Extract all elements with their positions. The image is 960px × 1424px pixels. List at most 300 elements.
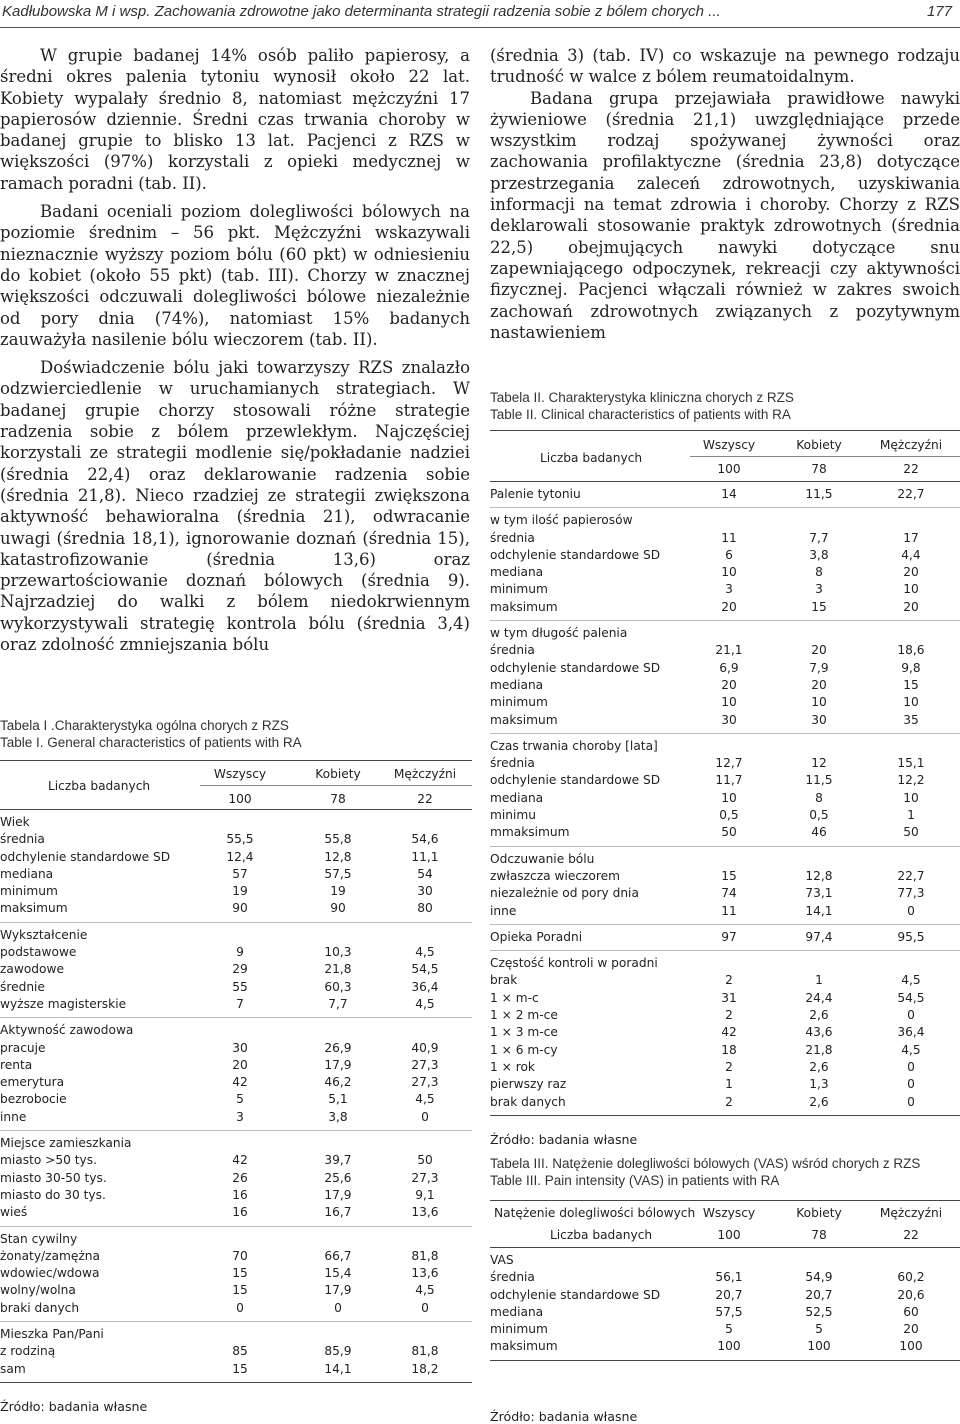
cell-value: 7,7 — [328, 996, 348, 1011]
page-number: 177 — [926, 3, 952, 20]
cell-value: 0 — [907, 1008, 915, 1023]
row-label: minimum — [0, 884, 58, 899]
cell-value: 55,8 — [324, 832, 352, 847]
row-label: odchylenie standardowe SD — [0, 849, 171, 864]
cell-value: 42 — [232, 1153, 248, 1168]
table3-caption — [490, 1155, 920, 1189]
cell-value: 0 — [907, 1077, 915, 1092]
header-row-label: Liczba badanych — [48, 779, 151, 793]
row-label: mediana — [490, 565, 544, 580]
table3-caption-en: Table III. Pain intensity (VAS) in patients with RA — [490, 1173, 780, 1188]
table-bottom-rule — [0, 1382, 472, 1383]
table-row — [490, 868, 960, 885]
cell-value: 3,8 — [809, 547, 829, 562]
table-row — [490, 990, 960, 1007]
table-row — [0, 1300, 472, 1317]
table-row — [0, 944, 472, 961]
row-label: średnia — [490, 530, 535, 545]
cell-value: 0 — [421, 1300, 429, 1315]
cell-value: 0 — [907, 903, 915, 918]
table-row — [0, 927, 472, 944]
paragraph: Badani oceniali poziom dolegliwości bólowych na poziomie średnim – 56 pkt. Mężczyźni wskazywali nieznacznie wyższy poziom bólu (60 pkt) w odniesieniu do kobiet (około 55 pkt) (tab. III). Chorzy w znacznej większości odczuwali dolegliwości bólowe niezależnie od pory dnia (74%), natomiast 15% badanych zauważyła nasilenie bólu wieczorem (tab. II). — [0, 202, 470, 349]
table-row — [0, 979, 472, 996]
table-row — [0, 1074, 472, 1091]
cell-value: 17,9 — [324, 1057, 352, 1072]
cell-value: 90 — [330, 901, 346, 916]
cell-value: 12,8 — [805, 868, 833, 883]
row-label: Wiek — [0, 815, 30, 829]
table-bottom-rule — [490, 1115, 960, 1116]
cell-value: 43,6 — [805, 1025, 833, 1040]
table-row — [0, 1152, 472, 1169]
paragraph: Doświadczenie bólu jaki towarzyszy RZS znalazło odzwierciedlenie w uruchamianych strategiach. W badanej grupie chorzy stosowali różne strategie radzenia sobie z bólem przewlekłym. Najczęściej korzystali ze strategii modlenie się/pokładanie nadziei (średnia 22,4) oraz deklarowanie radzenia sobie (średnia 21,8). Nieco rzadziej ze strategii zwiększona aktywność behawioralna (średnia 21), odwracanie uwagi (średnia 18,1), ignorowanie doznań (średnia 15), katastrofizowanie (średnia 13,6) oraz przewartościowanie doznań bólowych (średnia 9). Najrzadziej do walki z bólem niedokrwiennym wykorzystywali strategię kontrola bólu (średnia 3,4) oraz zdolność zmniejszania bólu — [0, 358, 470, 655]
cell-value: 26 — [232, 1170, 248, 1185]
table-row — [490, 755, 960, 772]
cell-value: 17,9 — [324, 1283, 352, 1298]
cell-value: 10 — [721, 695, 737, 710]
row-label: podstawowe — [0, 945, 77, 960]
cell-value: 16,7 — [324, 1205, 352, 1220]
cell-value: 19 — [232, 884, 248, 899]
cell-value: 5 — [725, 1322, 733, 1337]
cell-value: 80 — [417, 901, 433, 916]
cell-value: 15 — [232, 1266, 248, 1281]
table-row — [0, 996, 472, 1013]
cell-value: 73,1 — [805, 886, 833, 901]
row-label: VAS — [490, 1253, 514, 1267]
cell-value: 100 — [807, 1339, 831, 1354]
cell-value: 18,2 — [411, 1361, 439, 1376]
cell-value: 2 — [725, 1094, 733, 1109]
table-source: Źródło: badania własne — [490, 1408, 638, 1424]
cell-value: 54,6 — [411, 832, 439, 847]
table-row — [0, 883, 472, 900]
running-header — [0, 0, 960, 24]
cell-value: 10,3 — [324, 945, 352, 960]
cell-value: 81,8 — [411, 1344, 439, 1359]
cell-value: 9,8 — [901, 660, 921, 675]
cell-value: 30 — [811, 712, 827, 727]
column-header: Kobiety — [796, 1206, 842, 1220]
right-text-column — [490, 45, 960, 343]
row-label: pierwszy raz — [490, 1077, 567, 1092]
cell-value: 57,5 — [324, 866, 352, 881]
row-group — [490, 1248, 960, 1356]
table-row — [490, 1304, 960, 1321]
cell-value: 26,9 — [324, 1040, 352, 1055]
row-label: minimum — [490, 1322, 548, 1337]
cell-value: 17 — [903, 530, 919, 545]
cell-value: 81,8 — [411, 1248, 439, 1263]
cell-value: 20 — [903, 1322, 919, 1337]
cell-value: 36,4 — [411, 979, 439, 994]
table-row — [490, 712, 960, 729]
row-label: minimum — [490, 582, 548, 597]
cell-value: 57 — [232, 866, 248, 881]
cell-value: 30 — [721, 712, 737, 727]
cell-value: 31 — [721, 990, 737, 1005]
table-row — [0, 1135, 472, 1152]
table-row — [0, 1170, 472, 1187]
cell-value: 39,7 — [324, 1153, 352, 1168]
row-label: średnie — [0, 979, 45, 994]
row-label: zawodowe — [0, 962, 64, 977]
row-label: wyższe magisterskie — [0, 996, 127, 1011]
cell-value: 50 — [721, 825, 737, 840]
cell-value: 90 — [232, 901, 248, 916]
cell-value: 74 — [721, 886, 737, 901]
table-source: Źródło: badania własne — [490, 1131, 638, 1147]
cell-value: 42 — [232, 1075, 248, 1090]
table-row — [490, 903, 960, 920]
table-row — [490, 772, 960, 789]
row-label: renta — [0, 1057, 33, 1072]
cell-value: 19 — [330, 884, 346, 899]
row-label: maksimum — [490, 599, 558, 614]
cell-value: 57,5 — [715, 1304, 743, 1319]
table-row — [490, 547, 960, 564]
cell-value: 7 — [236, 996, 244, 1011]
cell-value: 7,9 — [809, 660, 829, 675]
row-label: Miejsce zamieszkania — [0, 1136, 132, 1151]
table-row — [490, 1321, 960, 1338]
row-label: żonaty/zamężna — [0, 1248, 100, 1263]
row-label: odchylenie standardowe SD — [490, 547, 661, 562]
column-header: Wszyscy — [702, 438, 756, 452]
row-label: w tym długość palenia — [490, 626, 628, 641]
row-label: maksimum — [490, 1339, 558, 1354]
table-row — [490, 824, 960, 841]
running-header-citation: Kadłubowska M i wsp. Zachowania zdrowotne jako determinanta strategii radzenia sobie z bólem chorych ... — [2, 3, 721, 20]
row-group — [0, 1226, 472, 1317]
table-header — [0, 760, 472, 810]
row-label: Palenie tytoniu — [490, 487, 581, 501]
cell-value: 100 — [899, 1339, 923, 1354]
cell-value: 11 — [721, 903, 737, 918]
table-row — [490, 972, 960, 989]
table1-caption-pl: Tabela I .Charakterystyka ogólna chorych z RZS — [0, 718, 289, 733]
cell-value: 11,5 — [805, 773, 833, 788]
table-row — [0, 1248, 472, 1265]
cell-value: 54,9 — [805, 1270, 833, 1285]
cell-value: 46,2 — [324, 1075, 352, 1090]
cell-value: 8 — [815, 565, 823, 580]
cell-value: 0 — [334, 1300, 342, 1315]
row-group — [0, 1321, 472, 1378]
table-row — [0, 1343, 472, 1360]
cell-value: 2,6 — [809, 1059, 829, 1074]
column-header: Mężczyźni — [393, 767, 457, 781]
row-label: minimu — [490, 808, 536, 823]
table-row — [0, 1326, 472, 1343]
cell-value: 50 — [903, 825, 919, 840]
cell-value: 7,7 — [809, 530, 829, 545]
row-label: maksimum — [490, 712, 558, 727]
cell-value: 20 — [232, 1057, 248, 1072]
cell-value: 20 — [721, 599, 737, 614]
cell-value: 15 — [811, 599, 827, 614]
table-row — [490, 694, 960, 711]
cell-value: 11,7 — [715, 773, 743, 788]
cell-value: 11 — [721, 530, 737, 545]
header-divider — [200, 785, 472, 786]
row-label: miasto >50 tys. — [0, 1153, 97, 1168]
cell-value: 10 — [811, 695, 827, 710]
table-row — [490, 1338, 960, 1355]
row-label: Stan cywilny — [0, 1231, 78, 1246]
row-label: Aktywność zawodowa — [0, 1023, 134, 1038]
cell-value: 21,8 — [805, 1042, 833, 1057]
left-text-column — [0, 45, 470, 655]
row-label: braki danych — [0, 1300, 80, 1315]
cell-value: 20 — [903, 599, 919, 614]
column-header: Kobiety — [796, 438, 842, 452]
cell-value: 55,5 — [226, 832, 254, 847]
cell-value: 15,4 — [324, 1266, 352, 1281]
table-row — [490, 807, 960, 824]
cell-value: 0 — [236, 1300, 244, 1315]
header-row-label: Natężenie dolegliwości bólowych — [494, 1206, 696, 1220]
row-label: sam — [0, 1361, 26, 1376]
cell-value: 10 — [903, 582, 919, 597]
row-label: mediana — [490, 677, 544, 692]
cell-value: 85,9 — [324, 1344, 352, 1359]
cell-value: 3 — [236, 1109, 244, 1124]
cell-value: 12,2 — [897, 773, 925, 788]
cell-value: 1,3 — [809, 1077, 829, 1092]
table-row — [490, 1076, 960, 1093]
table-row — [490, 929, 960, 946]
table-row — [0, 961, 472, 978]
cell-value: 6,9 — [719, 660, 739, 675]
table-row — [490, 486, 960, 503]
table2 — [490, 430, 960, 1147]
row-label: inne — [490, 903, 517, 918]
table-row — [0, 1091, 472, 1108]
cell-value: 2 — [725, 1008, 733, 1023]
column-header: Mężczyźni — [879, 1206, 943, 1220]
cell-value: 0 — [421, 1109, 429, 1124]
row-label: mediana — [490, 1304, 544, 1319]
row-group — [490, 482, 960, 503]
cell-value: 22,7 — [897, 868, 925, 883]
table-row — [0, 1265, 472, 1282]
column-count: 22 — [903, 1228, 919, 1242]
table-row — [490, 851, 960, 868]
cell-value: 5 — [236, 1092, 244, 1107]
cell-value: 14,1 — [324, 1361, 352, 1376]
row-label: pracuje — [0, 1040, 46, 1055]
row-label: wdowiec/wdowa — [0, 1266, 100, 1281]
table-row — [490, 1094, 960, 1111]
table-row — [0, 1187, 472, 1204]
row-group — [490, 507, 960, 616]
cell-value: 4,5 — [901, 973, 921, 988]
table-row — [0, 1109, 472, 1126]
cell-value: 27,3 — [411, 1170, 439, 1185]
row-label: odchylenie standardowe SD — [490, 773, 661, 788]
cell-value: 54,5 — [897, 990, 925, 1005]
cell-value: 60 — [903, 1304, 919, 1319]
table-row — [0, 1282, 472, 1299]
column-count: 100 — [228, 792, 252, 806]
cell-value: 36,4 — [897, 1025, 925, 1040]
cell-value: 42 — [721, 1025, 737, 1040]
cell-value: 13,6 — [411, 1205, 439, 1220]
table-row — [490, 660, 960, 677]
cell-value: 55 — [232, 979, 248, 994]
cell-value: 2,6 — [809, 1008, 829, 1023]
table-row — [490, 512, 960, 529]
table-row — [0, 1022, 472, 1039]
row-label: mediana — [490, 790, 544, 805]
cell-value: 2 — [725, 1059, 733, 1074]
cell-value: 27,3 — [411, 1075, 439, 1090]
table2-caption-en: Table II. Clinical characteristics of patients with RA — [490, 407, 791, 422]
row-label: bezrobocie — [0, 1092, 67, 1107]
cell-value: 54,5 — [411, 962, 439, 977]
table2-caption-pl: Tabela II. Charakterystyka kliniczna chorych z RZS — [490, 390, 794, 405]
cell-value: 95,5 — [897, 929, 925, 944]
cell-value: 11,1 — [411, 849, 439, 864]
cell-value: 22,7 — [897, 487, 925, 501]
row-label: emerytura — [0, 1075, 65, 1090]
cell-value: 0,5 — [719, 808, 739, 823]
table-row — [0, 1057, 472, 1074]
cell-value: 9,1 — [415, 1187, 435, 1202]
cell-value: 70 — [232, 1248, 248, 1263]
row-group — [0, 810, 472, 918]
row-label: średnia — [490, 756, 535, 771]
cell-value: 15 — [232, 1361, 248, 1376]
cell-value: 15 — [721, 868, 737, 883]
row-label: 1 × 2 m-ce — [490, 1008, 558, 1023]
row-label: mediana — [0, 866, 54, 881]
cell-value: 8 — [815, 790, 823, 805]
cell-value: 14 — [721, 487, 737, 501]
cell-value: 5,1 — [328, 1092, 348, 1107]
row-label: 1 × 6 m-cy — [490, 1042, 558, 1057]
column-header: Kobiety — [315, 767, 361, 781]
table-source: Źródło: badania własne — [0, 1398, 148, 1414]
table-row — [490, 1252, 960, 1269]
table-row — [0, 1204, 472, 1221]
column-header: Mężczyźni — [879, 438, 943, 452]
row-label: odchylenie standardowe SD — [490, 660, 661, 675]
cell-value: 9 — [236, 945, 244, 960]
cell-value: 12,4 — [226, 849, 254, 864]
cell-value: 85 — [232, 1344, 248, 1359]
cell-value: 4,5 — [415, 1283, 435, 1298]
table-row — [0, 1040, 472, 1057]
cell-value: 66,7 — [324, 1248, 352, 1263]
table-row — [490, 642, 960, 659]
table-row — [490, 1287, 960, 1304]
table-header — [490, 430, 960, 482]
row-group — [490, 846, 960, 920]
row-group — [490, 950, 960, 1111]
cell-value: 20 — [811, 677, 827, 692]
table-row — [490, 599, 960, 616]
header-divider — [690, 456, 960, 457]
table2-caption — [490, 389, 794, 423]
table-row — [490, 1269, 960, 1286]
cell-value: 4,5 — [901, 1042, 921, 1057]
cell-value: 97 — [721, 929, 737, 944]
cell-value: 2 — [725, 973, 733, 988]
cell-value: 18,6 — [897, 643, 925, 658]
table1-caption-en: Table I. General characteristics of patients with RA — [0, 735, 302, 750]
row-label: Częstość kontroli w poradni — [490, 956, 658, 971]
cell-value: 16 — [232, 1187, 248, 1202]
table-row — [490, 530, 960, 547]
cell-value: 46 — [811, 825, 827, 840]
cell-value: 3 — [815, 582, 823, 597]
table-row — [0, 831, 472, 848]
cell-value: 25,6 — [324, 1170, 352, 1185]
row-group — [490, 924, 960, 946]
row-label: w tym ilość papierosów — [490, 513, 633, 528]
table-bottom-rule — [490, 1360, 960, 1361]
table3 — [490, 1200, 960, 1424]
row-label: średnia — [490, 643, 535, 658]
cell-value: 0 — [907, 1094, 915, 1109]
column-count: 100 — [717, 462, 741, 476]
row-group — [0, 922, 472, 1013]
table-row — [0, 866, 472, 883]
cell-value: 20,7 — [715, 1287, 743, 1302]
paragraph: Badana grupa przejawiała prawidłowe nawyki żywieniowe (średnia 21,1) uwzględniające przede wszystkim rodzaj spożywanej żywności oraz zachowania profilaktyczne (średnia 23,8) dotyczące przestrzegania zaleceń zdrowotnych, uzyskiwania informacji na temat zdrowia i choroby. Chorzy z RZS deklarowali stosowanie praktyk zdrowotnych (średnia 22,5) obejmujących nawyki dotyczące snu zapewniającego odpoczynek, rekreacji czy aktywności fizycznej. Pacjenci włączali również w zakres swoich zachowań zdrowotnych związanych z pozytywnym nastawieniem — [490, 88, 960, 342]
row-label: 1 × m-c — [490, 990, 539, 1005]
cell-value: 21,8 — [324, 962, 352, 977]
cell-value: 40,9 — [411, 1040, 439, 1055]
row-label: Odczuwanie bólu — [490, 851, 595, 866]
cell-value: 30 — [232, 1040, 248, 1055]
table-header — [490, 1200, 960, 1248]
paragraph: W grupie badanej 14% osób paliło papierosy, a średni okres palenia tytoniu wynosił około 22 lat. Kobiety wypalały średnio 8, natomiast mężczyźni 17 papierosów dziennie. Średni czas trwania choroby w badanej grupie to blisko 13 lat. Pacjenci z RZS w większości (97%) korzystali z opieki medycznej w ramach poradni (tab. II). — [0, 46, 470, 193]
column-header: Wszyscy — [213, 767, 267, 781]
cell-value: 4,4 — [901, 547, 921, 562]
row-label: zwłaszcza wieczorem — [490, 868, 621, 883]
cell-value: 1 — [815, 973, 823, 988]
cell-value: 15 — [232, 1283, 248, 1298]
cell-value: 24,4 — [805, 990, 833, 1005]
row-group — [0, 1130, 472, 1221]
cell-value: 15 — [903, 677, 919, 692]
table1-caption — [0, 717, 302, 751]
header-row-label: Liczba badanych — [550, 1228, 653, 1242]
cell-value: 18 — [721, 1042, 737, 1057]
cell-value: 60,3 — [324, 979, 352, 994]
table-row — [490, 790, 960, 807]
cell-value: 4,5 — [415, 1092, 435, 1107]
cell-value: 2,6 — [809, 1094, 829, 1109]
row-label: z rodziną — [0, 1344, 56, 1359]
cell-value: 60,2 — [897, 1270, 925, 1285]
column-count: 78 — [330, 792, 346, 806]
cell-value: 0,5 — [809, 808, 829, 823]
cell-value: 4,5 — [415, 996, 435, 1011]
cell-value: 12,7 — [715, 756, 743, 771]
row-label: odchylenie standardowe SD — [490, 1287, 661, 1302]
table3-caption-pl: Tabela III. Natężenie dolegliwości bólowych (VAS) wśród chorych z RZS — [490, 1156, 921, 1171]
column-count: 22 — [417, 792, 433, 806]
cell-value: 10 — [721, 565, 737, 580]
row-label: średnia — [0, 832, 45, 847]
table-row — [490, 625, 960, 642]
cell-value: 20,7 — [805, 1287, 833, 1302]
cell-value: 1 — [725, 1077, 733, 1092]
